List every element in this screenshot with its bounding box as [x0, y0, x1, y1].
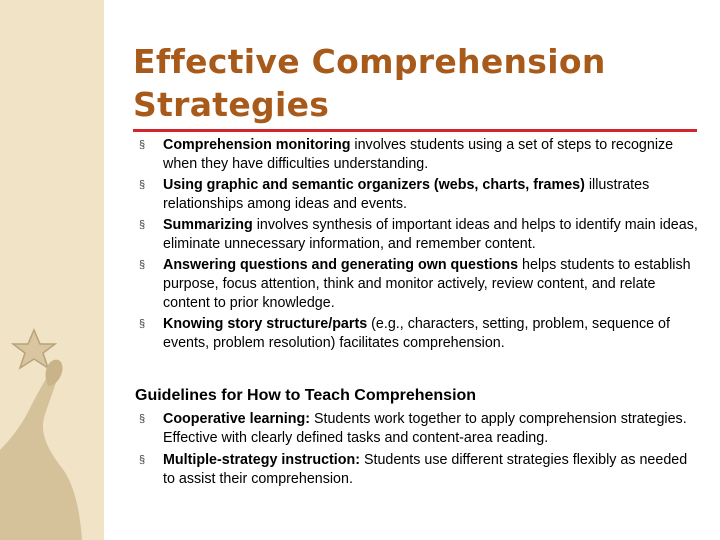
list-item: [133, 410, 703, 448]
list-item: [133, 451, 703, 489]
item-emphasis: Multiple-strategy instruction:: [163, 452, 360, 468]
reaching-star-illustration: [0, 300, 104, 540]
item-text: involves synthesis of important ideas and helps to identify main ideas, eliminate unnecessary information, and remember content.: [163, 217, 698, 252]
item-text: Students work together to apply comprehension strategies. Effective with clearly defined tasks and content-area reading.: [163, 411, 687, 446]
bullet-icon: §: [139, 259, 146, 271]
title-divider: [133, 129, 697, 132]
bullet-icon: §: [139, 454, 146, 466]
list-item: [133, 216, 703, 254]
item-emphasis: Comprehension monitoring: [163, 137, 351, 153]
decorative-sidebar: [0, 0, 104, 540]
guidelines-heading: Guidelines for How to Teach Comprehension: [135, 387, 477, 404]
item-text: illustrates relationships among ideas and events.: [163, 177, 650, 212]
star-icon: [13, 330, 55, 368]
item-emphasis: Summarizing: [163, 217, 253, 233]
item-text: helps students to establish purpose, focus attention, think and monitor actively, review content, and relate content to prior knowledge.: [163, 257, 691, 311]
bullet-icon: §: [139, 179, 146, 191]
title-line-1: Effective Comprehension: [133, 42, 606, 81]
item-emphasis: Cooperative learning:: [163, 411, 310, 427]
bullet-icon: §: [139, 318, 146, 330]
item-text: involves students using a set of steps to recognize when they have difficulties understanding.: [163, 137, 674, 172]
slide-title: [133, 40, 693, 126]
list-item: [133, 136, 703, 174]
item-emphasis: Knowing story structure/parts: [163, 316, 368, 332]
bullet-icon: §: [139, 139, 146, 151]
item-emphasis: Using graphic and semantic organizers (webs, charts, frames): [163, 177, 585, 193]
list-item: [133, 176, 703, 214]
strategies-list: [133, 136, 703, 355]
hand-shape: [45, 360, 62, 386]
title-line-2: Strategies: [133, 85, 330, 124]
bullet-icon: §: [139, 413, 146, 425]
item-emphasis: Answering questions and generating own questions: [163, 257, 519, 273]
guidelines-list: [133, 410, 703, 492]
list-item: [133, 315, 703, 353]
list-item: [133, 256, 703, 313]
bullet-icon: §: [139, 219, 146, 231]
item-text: (e.g., characters, setting, problem, sequence of events, problem resolution) facilitates comprehension.: [163, 316, 670, 351]
reaching-arm-shape: [0, 369, 82, 540]
item-text: Students use different strategies flexibly as needed to assist their comprehension.: [163, 452, 688, 487]
